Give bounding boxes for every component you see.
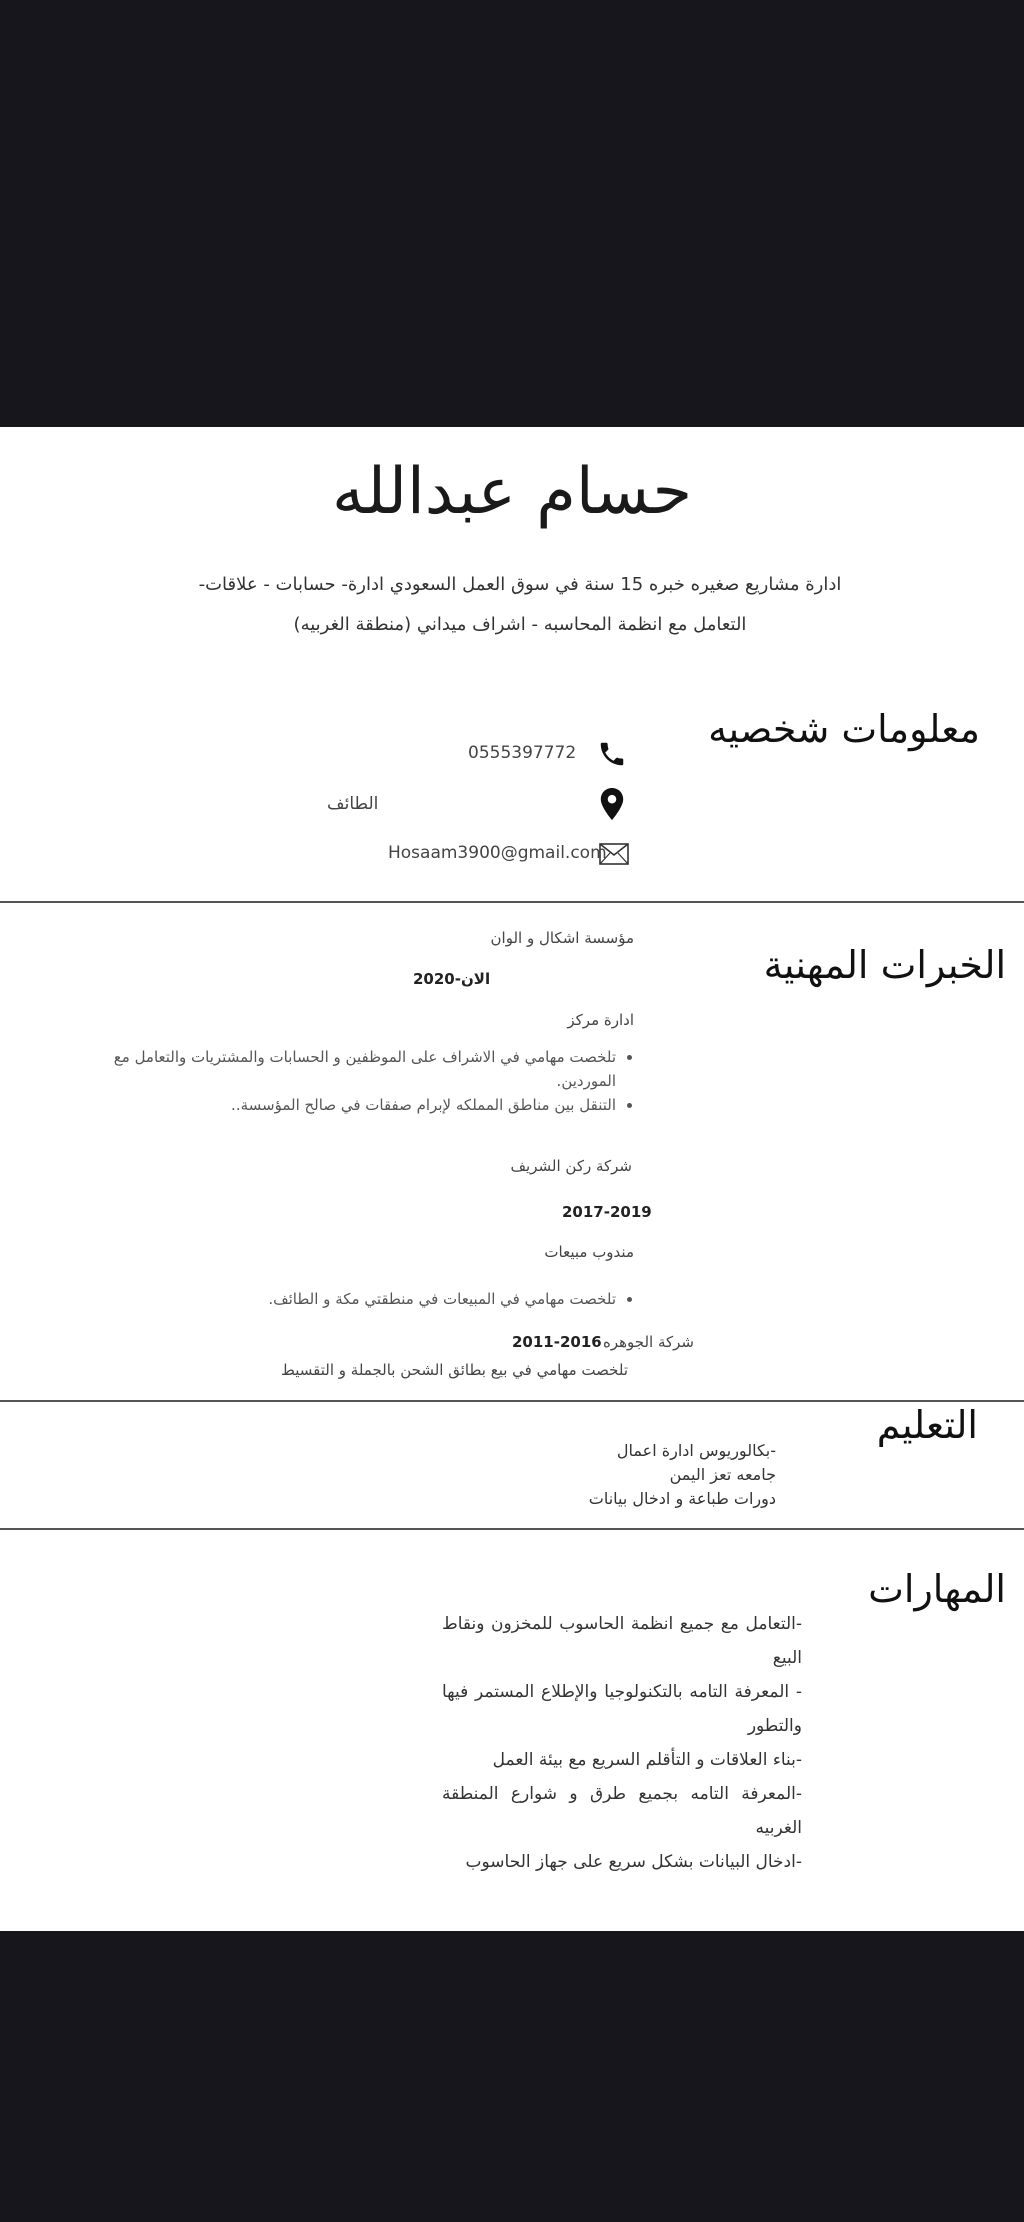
job-bullets [56,1287,634,1311]
section-divider [0,901,1024,903]
section-divider [0,1400,1024,1402]
list-item: • التنقل بين مناطق المملكه لإبرام صفقات في صالح المؤسسة.. [56,1093,616,1117]
list-item: -المعرفة التامه بجميع طرق و شوارع المنطقة الغربيه [442,1784,802,1838]
skills-list [442,1607,802,1879]
phone-number: 0555397772 [468,743,577,763]
list-item: • تلخصت مهامي في المبيعات في منطقتي مكة و الطائف. [56,1287,616,1311]
education-line: جامعه تعز اليمن [669,1465,776,1484]
person-name: حسام عبدالله [332,455,692,529]
summary-line: ادارة مشاريع صغيره خبره 15 سنة في سوق العمل السعودي ادارة- حسابات - علاقات- [198,574,842,595]
list-item: -بناء العلاقات و التأقلم السريع مع بيئة العمل [492,1750,802,1770]
list-item: - المعرفة التامه بالتكنولوجيا والإطلاع المستمر فيها والتطور [442,1682,802,1736]
phone-icon [595,737,629,771]
education-line: دورات طباعة و ادخال بيانات [588,1489,776,1508]
section-divider [0,1528,1024,1530]
email: Hosaam3900@gmail.com [388,843,607,863]
job-period: 2020-الان [413,970,491,988]
job-description: تلخصت مهامي في بيع بطائق الشحن بالجملة و التقسيط [281,1361,628,1379]
job-company: مؤسسة اشكال و الوان [490,929,634,947]
education-line: -بكالوريوس ادارة اعمال [616,1441,776,1460]
experience-title: الخبرات المهنية [763,943,1006,987]
job-period: 2017-2019 [562,1203,652,1221]
personal-info-title: معلومات شخصيه [708,707,980,751]
summary-line: التعامل مع انظمة المحاسبه - اشراف ميداني (منطقة الغربيه) [293,614,747,635]
job-role: ادارة مركز [567,1011,634,1029]
education-title: التعليم [876,1403,978,1447]
list-item: -ادخال البيانات بشكل سريع على جهاز الحاسوب [465,1852,802,1872]
resume-page [0,427,1024,1931]
job-period: 2011-2016 [512,1333,602,1351]
location-pin-icon [595,787,629,821]
list-item: • تلخصت مهامي في الاشراف على الموظفين و الحسابات والمشتريات والتعامل مع الموردين. [56,1045,616,1093]
job-role: مندوب مبيعات [544,1243,634,1261]
summary [140,565,900,645]
job-bullets [56,1045,634,1117]
job-company: شركة ركن الشريف [510,1157,632,1175]
skills-title: المهارات [868,1567,1006,1611]
list-item: -التعامل مع جميع انظمة الحاسوب للمخزون ونقاط البيع [442,1614,802,1668]
job-company: شركة الجوهره [602,1333,694,1351]
city: الطائف [327,794,379,814]
